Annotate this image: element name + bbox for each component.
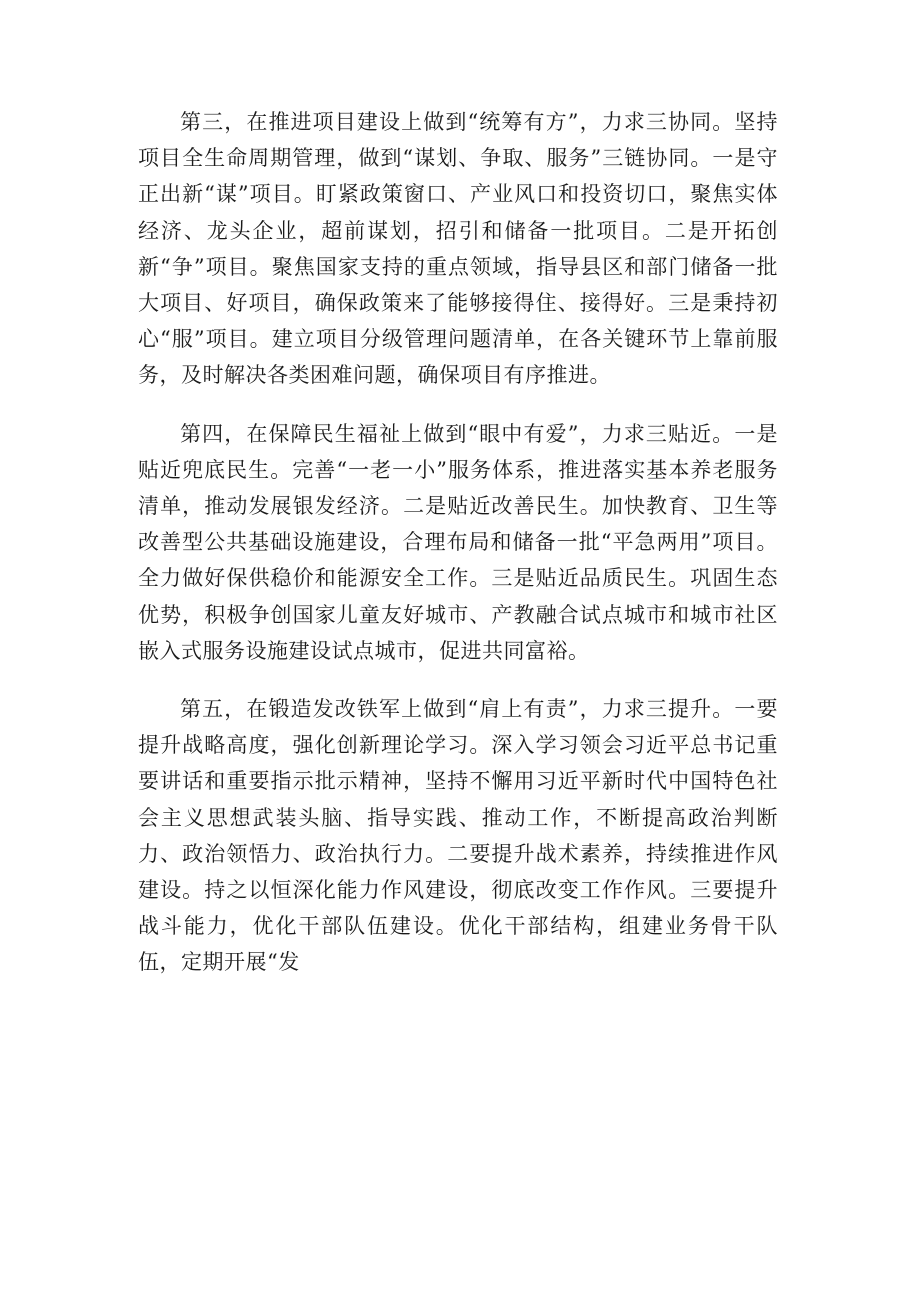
paragraph-third-point: 第三，在推进项目建设上做到“统筹有方”，力求三协同。坚持项目全生命周期管理，做到“谋划、争取、服务”三链协同。一是守正出新“谋”项目。盯紧政策窗口、产业风口和投资切口，聚焦实体经济、龙头企业，超前谋划，招引和储备一批项目。二是开拓创新“争”项目。聚焦国家支持的重点领域，指导县区和部门储备一批大项目、好项目，确保政策来了能够接得住、接得好。三是秉持初心“服”项目。建立项目分级管理问题清单，在各关键环节上靠前服务，及时解决各类困难问题，确保项目有序推进。 (138, 110, 778, 388)
document-body (138, 104, 778, 1003)
paragraph-fifth-point: 第五，在锻造发改铁军上做到“肩上有责”，力求三提升。一要提升战略高度，强化创新理论学习。深入学习领会习近平总书记重要讲话和重要指示批示精神，坚持不懈用习近平新时代中国特色社会主义思想武装头脑、指导实践、推动工作，不断提高政治判断力、政治领悟力、政治执行力。二要提升战术素养，持续推进作风建设。持之以恒深化能力作风建设，彻底改变工作作风。三要提升战斗能力，优化干部队伍建设。优化干部结构，组建业务骨干队伍，定期开展“发 (138, 697, 778, 975)
paragraph-fourth-point: 第四，在保障民生福祉上做到“眼中有爱”，力求三贴近。一是贴近兜底民生。完善“一老一小”服务体系，推进落实基本养老服务清单，推动发展银发经济。二是贴近改善民生。加快教育、卫生等改善型公共基础设施建设，合理布局和储备一批“平急两用”项目。全力做好保供稳价和能源安全工作。三是贴近品质民生。巩固生态优势，积极争创国家儿童友好城市、产教融合试点城市和城市社区嵌入式服务设施建设试点城市，促进共同富裕。 (138, 421, 778, 663)
